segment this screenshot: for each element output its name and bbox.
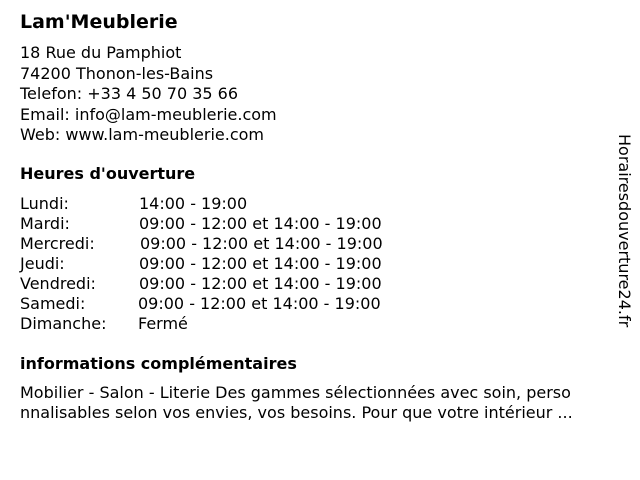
contact-block (20, 43, 277, 146)
info-heading: informations complémentaires (20, 354, 297, 373)
day-label: Dimanche: (20, 314, 107, 333)
info-line-2: nnalisables selon vos envies, vos besoins. Pour que votre intérieur ... (20, 403, 573, 422)
day-hours: 09:00 - 12:00 et 14:00 - 19:00 (139, 254, 382, 273)
phone-line: Telefon: +33 4 50 70 35 66 (20, 84, 239, 103)
hours-heading: Heures d'ouverture (20, 164, 196, 183)
address-street: 18 Rue du Pamphiot (20, 43, 182, 62)
watermark (612, 134, 636, 344)
day-label: Samedi: (20, 294, 86, 313)
day-label: Mercredi: (20, 234, 95, 253)
day-hours: Fermé (138, 314, 188, 333)
day-hours: 14:00 - 19:00 (139, 194, 248, 213)
website-line: Web: www.lam-meublerie.com (20, 125, 264, 144)
address-city: 74200 Thonon-les-Bains (20, 63, 214, 83)
day-label: Lundi: (20, 194, 69, 213)
info-description (20, 383, 630, 423)
day-label: Vendredi: (20, 274, 96, 293)
info-line-1: Mobilier - Salon - Literie Des gammes sélectionnées avec soin, perso (20, 383, 571, 402)
watermark-text: Horairesdouverture24.fr (615, 134, 634, 328)
day-hours: 09:00 - 12:00 et 14:00 - 19:00 (139, 274, 382, 293)
day-hours: 09:00 - 12:00 et 14:00 - 19:00 (138, 294, 381, 313)
day-label: Mardi: (20, 214, 70, 233)
day-label: Jeudi: (20, 254, 65, 273)
email-line: Email: info@lam-meublerie.com (20, 104, 277, 124)
business-name: Lam'Meublerie (20, 11, 178, 33)
day-hours: 09:00 - 12:00 et 14:00 - 19:00 (139, 214, 382, 233)
day-hours: 09:00 - 12:00 et 14:00 - 19:00 (140, 234, 383, 253)
